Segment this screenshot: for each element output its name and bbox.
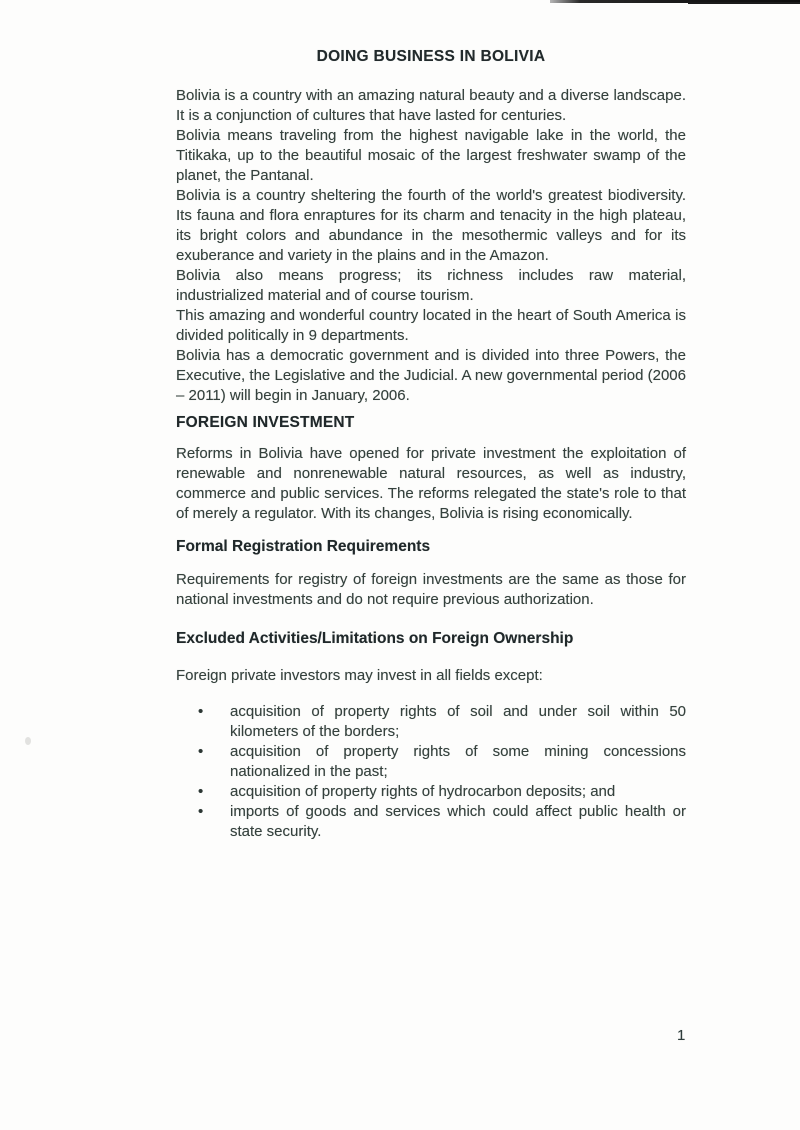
bullet-icon: • xyxy=(198,783,204,800)
formal-registration-paragraph: Requirements for registry of foreign investments are the same as those for national investments and do not require previous authorization. xyxy=(176,571,686,608)
intro-paragraph-2: Bolivia means traveling from the highest navigable lake in the world, the Titikaka, up to the beautiful mosaic of the largest freshwater swamp of the planet, the Pantanal. xyxy=(176,127,686,184)
excluded-activities-intro: Foreign private investors may invest in all fields except: xyxy=(176,667,543,684)
document-body xyxy=(176,0,686,842)
list-item-imports-public-health xyxy=(176,802,686,842)
bullet-icon: • xyxy=(198,743,204,760)
bullet-icon: • xyxy=(198,803,204,820)
list-item-text: acquisition of property rights of soil and under soil within 50 kilometers of the borders; xyxy=(230,703,686,740)
list-item-text: acquisition of property rights of hydrocarbon deposits; and xyxy=(230,783,616,800)
foreign-investment-paragraph: Reforms in Bolivia have opened for private investment the exploitation of renewable and nonrenewable natural resources, as well as industry, commerce and public services. The reforms relegated the state's role to that of merely a regulator. With its changes, Bolivia is rising economically. xyxy=(176,445,686,522)
page-number: 1 xyxy=(677,1027,686,1044)
intro-paragraph-3: Bolivia is a country sheltering the fourth of the world's greatest biodiversity. Its fauna and flora enraptures for its charm and tenacity in the high plateau, its bright colors and abundance in the mesothermic valleys and for its exuberance and variety in the plains and in the Amazon. xyxy=(176,187,686,264)
list-item-hydrocarbon-deposits xyxy=(176,782,686,802)
intro-paragraph-6: Bolivia has a democratic government and is divided into three Powers, the Executive, the Legislative and the Judicial. A new governmental period (2006 – 2011) will begin in January, 2006. xyxy=(176,347,686,404)
intro-paragraph-4: Bolivia also means progress; its richness includes raw material, industrialized material and of course tourism. xyxy=(176,267,686,304)
intro-paragraph-1: Bolivia is a country with an amazing natural beauty and a diverse landscape. It is a conjunction of cultures that have lasted for centuries. xyxy=(176,87,686,124)
section-heading-foreign-investment: FOREIGN INVESTMENT xyxy=(176,414,355,431)
excluded-activities-list xyxy=(176,702,686,842)
bullet-icon: • xyxy=(198,703,204,720)
section-heading-formal-registration: Formal Registration Requirements xyxy=(176,538,431,555)
section-heading-excluded-activities: Excluded Activities/Limitations on Foreign Ownership xyxy=(176,630,574,647)
list-item-text: imports of goods and services which could affect public health or state security. xyxy=(230,803,686,840)
list-item-mining-concessions xyxy=(176,742,686,782)
document-title: DOING BUSINESS IN BOLIVIA xyxy=(316,48,546,65)
scan-artifact-speck xyxy=(25,737,31,745)
list-item-text: acquisition of property rights of some mining concessions nationalized in the past; xyxy=(230,743,686,780)
intro-paragraph-5: This amazing and wonderful country located in the heart of South America is divided politically in 9 departments. xyxy=(176,307,686,344)
list-item-soil-rights xyxy=(176,702,686,742)
scan-artifact-top-bar-thick xyxy=(688,2,800,4)
